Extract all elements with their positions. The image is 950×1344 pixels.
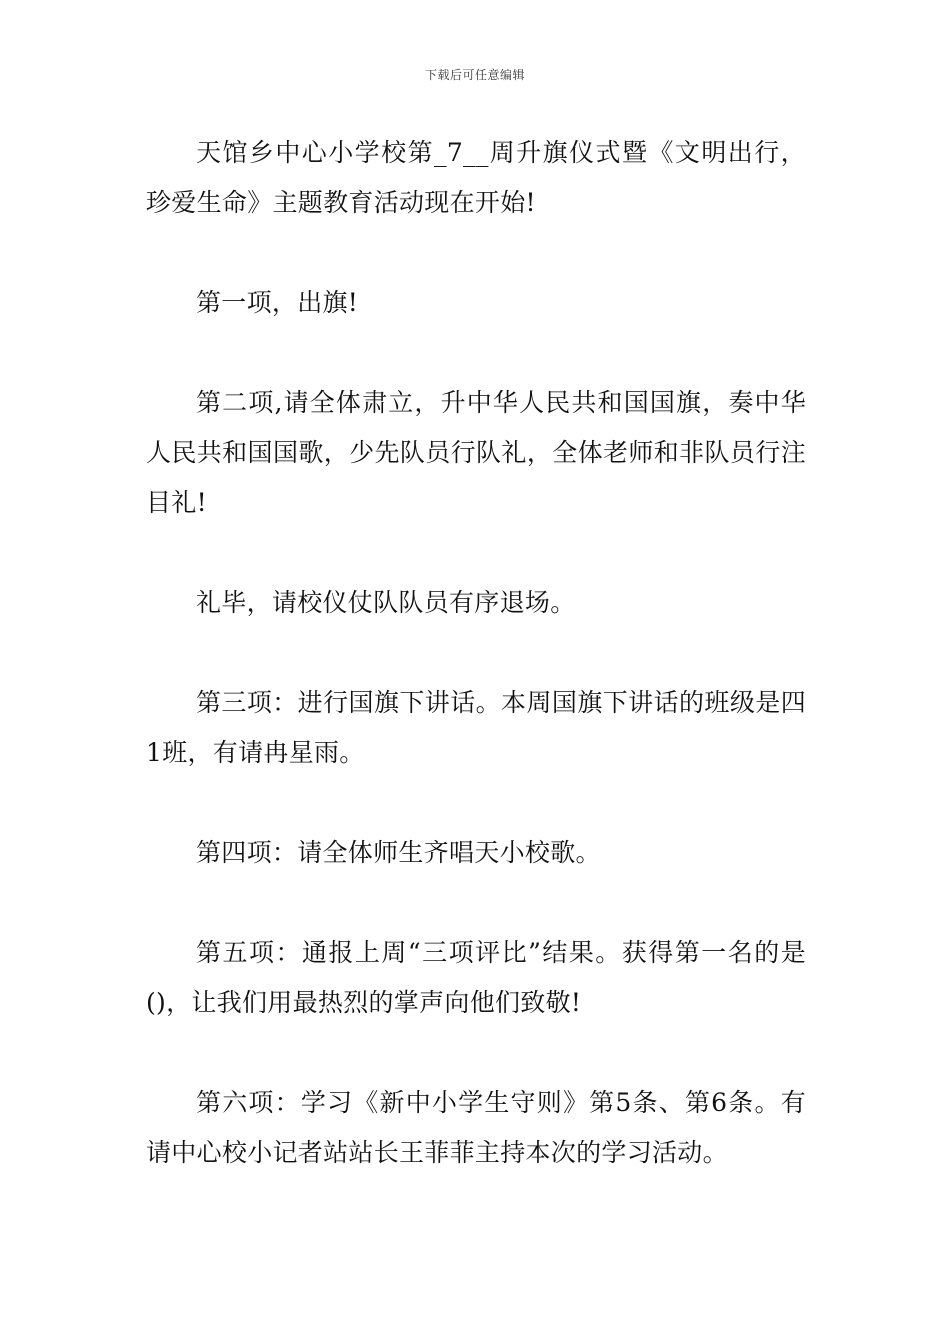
page-header-note: 下载后可任意编辑 [424, 68, 525, 82]
paragraph-item-4: 第四项：请全体师生齐唱天小校歌。 [196, 838, 601, 867]
paragraph-opening: 天馆乡中心小学校第_7__周升旗仪式暨《文明出行，珍爱生命》主题教育活动现在开始! [146, 138, 806, 217]
paragraph-item-1: 第一项，出旗! [196, 288, 359, 317]
paragraph-item-5: 第五项：通报上周“三项评比”结果。获得第一名的是()，让我们用最热烈的掌声向他们致敬! [146, 938, 806, 1017]
paragraph-item-3: 第三项：进行国旗下讲话。本周国旗下讲话的班级是四1班，有请冉星雨。 [146, 688, 806, 767]
paragraph-item-2: 第二项,请全体肃立，升中华人民共和国国旗，奏中华人民共和国国歌，少先队员行队礼，全体老师和非队员行注目礼! [146, 388, 806, 517]
paragraph-item-6: 第六项：学习《新中小学生守则》第5条、第6条。有请中心校小记者站站长王菲菲主持本次的学习活动。 [146, 1088, 806, 1167]
paragraph-item-2-end: 礼毕，请校仪仗队队员有序退场。 [196, 588, 576, 617]
document-body [146, 128, 806, 1178]
